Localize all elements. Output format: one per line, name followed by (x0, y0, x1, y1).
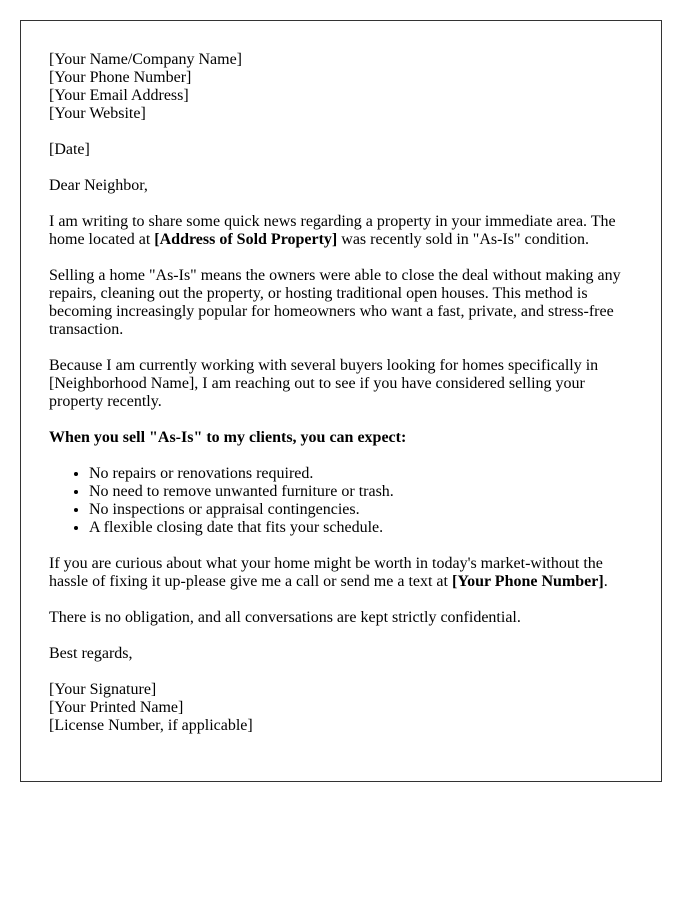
signature-block (49, 681, 629, 735)
license-number-line: [License Number, if applicable] (49, 717, 253, 734)
paragraph-intro-text-after: was recently sold in "As-Is" condition. (337, 231, 589, 248)
paragraph-call-to-action (49, 555, 629, 591)
paragraph-cta-text-after: . (603, 573, 608, 590)
signature-line: [Your Signature] (49, 681, 157, 698)
paragraph-confidentiality: There is no obligation, and all conversations are kept strictly confidential. (49, 609, 521, 626)
phone-number-placeholder: [Your Phone Number] (451, 573, 604, 590)
property-address-placeholder: [Address of Sold Property] (154, 231, 338, 248)
salutation: Dear Neighbor, (49, 177, 148, 194)
benefits-list-item: • No repairs or renovations required. (89, 465, 629, 483)
benefits-list-item: • No inspections or appraisal contingencies. (89, 501, 629, 519)
benefits-heading (49, 429, 629, 447)
benefits-list-item: • A flexible closing date that fits your schedule. (89, 519, 629, 537)
paragraph-intro (49, 213, 629, 249)
benefits-heading-text: When you sell "As-Is" to my clients, you can expect: (49, 429, 407, 446)
sender-block (49, 51, 629, 123)
printed-name-line: [Your Printed Name] (49, 699, 184, 716)
letter-date: [Date] (49, 141, 90, 158)
letter-page (20, 20, 662, 782)
paragraph-cta-text-before: If you are curious about what your home might be worth in today's market-without the hassle of fixing it up-please give me a call or send me a text at (49, 555, 603, 590)
benefits-list (49, 465, 629, 537)
sender-website: [Your Website] (49, 105, 146, 122)
paragraph-intro-text-before: I am writing to share some quick news regarding a property in your immediate area. The home located at (49, 213, 616, 248)
closing: Best regards, (49, 645, 133, 662)
paragraph-as-is-explanation: Selling a home "As-Is" means the owners were able to close the deal without making any repairs, cleaning out the property, or hosting traditional open houses. This method is becoming increasingly popular for homeowners who want a fast, private, and stress-free transaction. (49, 267, 621, 338)
letter-content (49, 51, 629, 753)
benefits-list-item: • No need to remove unwanted furniture or trash. (89, 483, 629, 501)
sender-email: [Your Email Address] (49, 87, 189, 104)
sender-name: [Your Name/Company Name] (49, 51, 243, 68)
paragraph-buyers: Because I am currently working with several buyers looking for homes specifically in [Neighborhood Name], I am reaching out to see if you have considered selling your property recently. (49, 357, 599, 410)
sender-phone: [Your Phone Number] (49, 69, 192, 86)
